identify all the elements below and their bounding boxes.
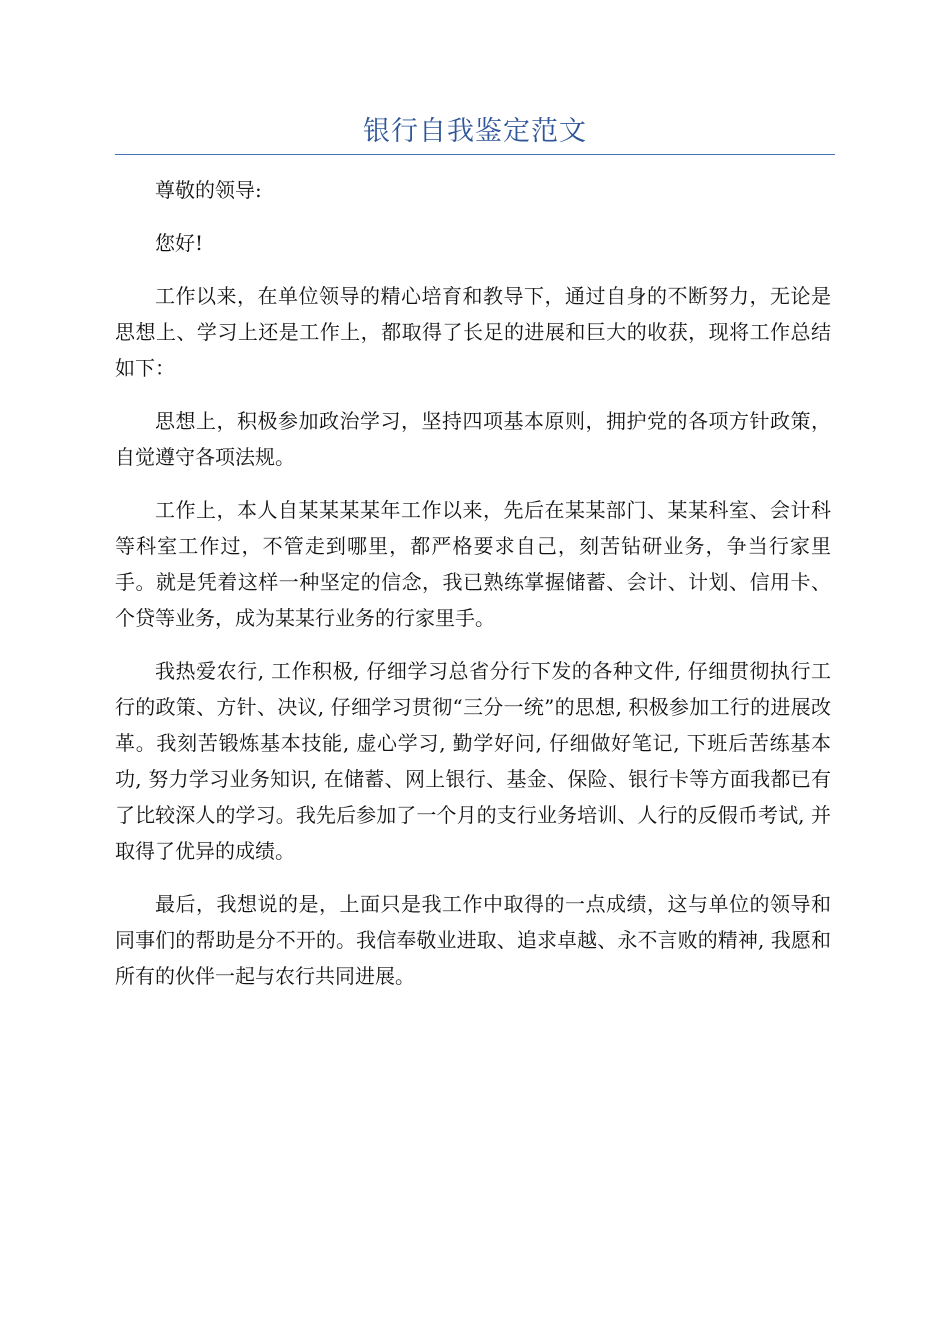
greeting: 您好! — [155, 231, 204, 255]
paragraph-intro: 工作以来，在单位领导的精心培育和教导下，通过自身的不断努力，无论是思想上、学习上还是工作上，都取得了长足的进展和巨大的收获，现将工作总结如下： — [115, 284, 831, 380]
paragraph-ideology: 思想上，积极参加政治学习，坚持四项基本原则，拥护党的各项方针政策，自觉遵守各项法规。 — [115, 409, 831, 469]
title-underline — [115, 154, 835, 155]
document-body — [115, 172, 831, 1011]
paragraph-study: 我热爱农行, 工作积极, 仔细学习总省分行下发的各种文件, 仔细贯彻执行工行的政策、方针、决议, 仔细学习贯彻“三分一统”的思想, 积极参加工行的进展改革。我刻苦锻炼基本技能, 虚心学习, 勤学好问, 仔细做好笔记, 下班后苦练基本功, 努力学习业务知识, 在储蓄、网上银行、基金、保险、银行卡等方面我都已有了比较深人的学习。我先后参加了一个月的支行业务培训、人行的反假币考试, 并取得了优异的成绩。 — [115, 659, 831, 863]
salutation: 尊敬的领导: — [155, 178, 262, 202]
paragraph-closing: 最后，我想说的是，上面只是我工作中取得的一点成绩，这与单位的领导和同事们的帮助是分不开的。我信奉敬业进取、追求卓越、永不言败的精神, 我愿和所有的伙伴一起与农行共同进展。 — [115, 892, 831, 988]
document-title: 银行自我鉴定范文 — [363, 116, 587, 147]
paragraph-work: 工作上，本人自某某某某年工作以来，先后在某某部门、某某科室、会计科等科室工作过，不管走到哪里，都严格要求自己，刻苦钻研业务，争当行家里手。就是凭着这样一种坚定的信念，我已熟练掌握储蓄、会计、计划、信用卡、个贷等业务，成为某某行业务的行家里手。 — [115, 498, 831, 630]
